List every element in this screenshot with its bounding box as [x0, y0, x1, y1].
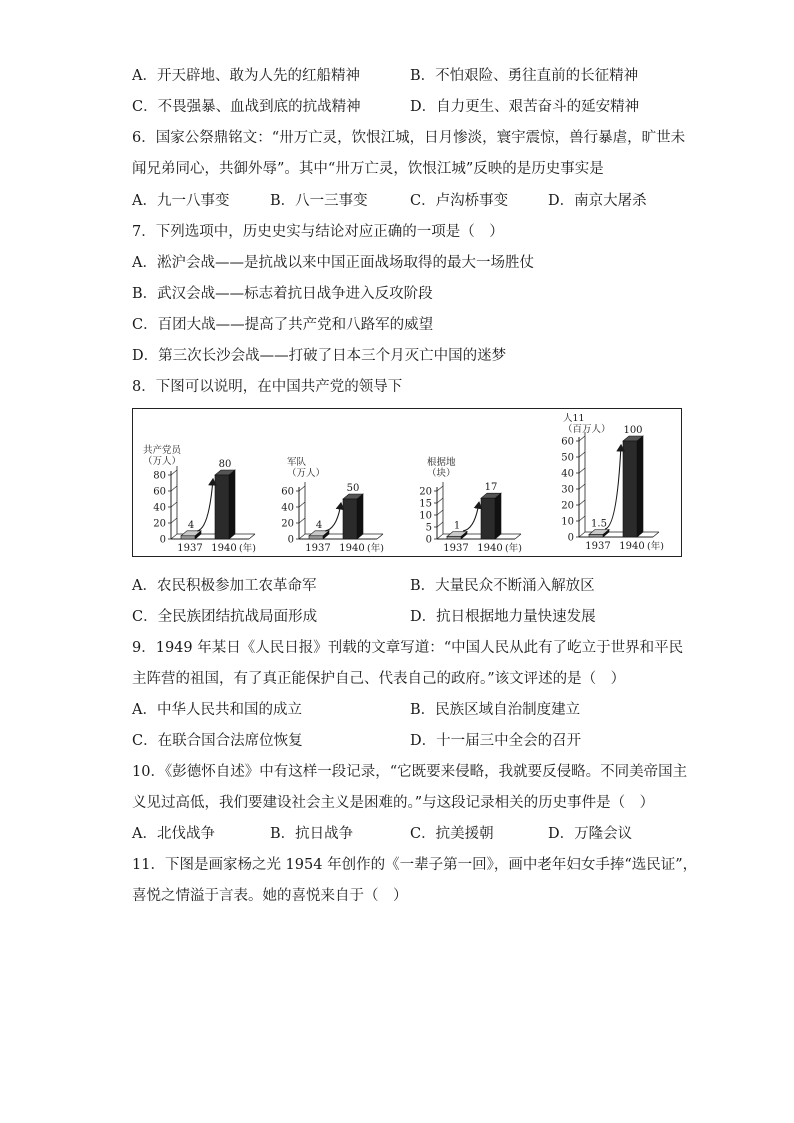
chart3-ytick-label: 0: [425, 534, 432, 546]
chart4-ylabel-line2: （百万人）: [563, 424, 611, 435]
q6-option-c: C．卢沟桥事变: [410, 193, 509, 209]
chart2-ytick-label: 60: [281, 486, 294, 498]
chart3-category-label-1937: 1937: [443, 543, 469, 554]
q7-stem: 7．下列选项中，历史史实与结论对应正确的一项是（ ）: [132, 224, 504, 240]
q10-option-a: A．北伐战争: [132, 826, 215, 842]
chart1-ylabel-line1: 共产党员: [143, 445, 182, 456]
chart2-ytick-depth: [299, 534, 305, 539]
q8-option-a: A．农民积极参加工农革命军: [132, 578, 317, 594]
chart2-ytick-label: 20: [281, 518, 294, 530]
q11-stem-line1: 11．下图是画家杨之光 1954 年创作的《一辈子第一回》，画中老年妇女手捧“选民证”，: [132, 857, 698, 873]
q9-option-d: D．十一届三中全会的召开: [410, 733, 582, 749]
q5-option-a: A．开天辟地、敢为人先的红船精神: [132, 68, 360, 84]
q8-option-d: D．抗日根据地力量快速发展: [410, 609, 596, 625]
chart3-ylabel-line2: （块）: [427, 468, 456, 479]
chart2-ytick-depth: [299, 486, 305, 491]
chart4-category-label-1937: 1937: [585, 541, 611, 552]
chart2-growth-arrow: [325, 503, 341, 531]
chart3-ytick-label: 10: [419, 510, 432, 522]
chart4-ylabel-line1: 人11: [563, 413, 585, 424]
chart4-ytick-depth: [579, 516, 585, 521]
chart2-category-label-1940: 1940: [339, 543, 365, 554]
chart3-ytick-label: 15: [419, 498, 432, 510]
chart4-ytick-label: 10: [561, 516, 574, 528]
q5-option-b: B．不怕艰险、勇往直前的长征精神: [410, 68, 639, 84]
chart3-value-label-1940: 17: [484, 482, 498, 494]
chart1-x-unit: (年): [239, 543, 256, 554]
chart1-bar-1937: [181, 536, 195, 539]
chart2-ytick-label: 40: [281, 502, 294, 514]
chart4-ytick-depth: [579, 452, 585, 457]
chart2-category-label-1937: 1937: [305, 543, 331, 554]
chart2-ytick-depth: [299, 502, 305, 507]
q7-option-a: A．淞沪会战——是抗战以来中国正面战场取得的最大一场胜仗: [132, 255, 534, 271]
chart1-bar-1940: [215, 475, 229, 539]
q8-option-c: C．全民族团结抗战局面形成: [132, 609, 318, 625]
q5-option-c: C．不畏强暴、血战到底的抗战精神: [132, 99, 361, 115]
chart1-ytick-depth: [171, 534, 177, 539]
chart4-ytick-label: 40: [561, 468, 574, 480]
chart4-ytick-label: 60: [561, 436, 574, 448]
q6-option-d: D．南京大屠杀: [548, 193, 647, 209]
chart2-x-unit: (年): [367, 543, 384, 554]
chart4-ytick-label: 30: [561, 484, 574, 496]
chart3-ytick-depth: [437, 486, 443, 491]
chart2-bar-1937: [309, 536, 323, 539]
chart4-ytick-label: 20: [561, 500, 574, 512]
chart3-ytick-depth: [437, 522, 443, 527]
chart4-bar-1940-side: [637, 436, 643, 537]
q10-stem-line1: 10．《彭德怀自述》中有这样一段记录，“它既要来侵略，我就要反侵略。不同美帝国主: [132, 764, 688, 780]
chart4-category-label-1940: 1940: [619, 541, 645, 552]
chart4-ytick-label: 50: [561, 452, 574, 464]
chart1-value-label-1940: 80: [218, 459, 232, 470]
q9-option-a: A．中华人民共和国的成立: [132, 702, 302, 718]
chart2-ytick-depth: [299, 518, 305, 523]
chart4-ytick-depth: [579, 484, 585, 489]
chart4-ytick-depth: [579, 500, 585, 505]
chart1-ytick-depth: [171, 486, 177, 491]
chart3-ytick-label: 5: [425, 522, 432, 534]
chart1-category-label-1937: 1937: [177, 543, 203, 554]
q11-stem-line2: 喜悦之情溢于言表。她的喜悦来自于（ ）: [132, 888, 408, 904]
chart2-bar-1940-side: [357, 494, 363, 539]
chart1-ytick-label: 60: [153, 486, 166, 498]
q7-option-d: D．第三次长沙会战——打破了日本三个月灭亡中国的迷梦: [132, 348, 507, 364]
chart2-bar-1940: [343, 499, 357, 539]
chart1-ytick-label: 20: [153, 518, 166, 530]
chart3-bar-1940: [481, 498, 495, 539]
chart3-ytick-label: 20: [419, 486, 432, 498]
chart3-ylabel-line1: 根据地: [427, 457, 456, 468]
chart1-ylabel-line2: （万人）: [143, 456, 182, 467]
chart1-floor-side: [249, 534, 255, 539]
chart2-floor-side: [377, 534, 383, 539]
chart2-ylabel-line1: 军队: [287, 457, 307, 468]
chart2-ytick-label: 0: [287, 534, 294, 546]
chart4-bar-1937: [589, 535, 603, 538]
q9-option-c: C．在联合国合法席位恢复: [132, 733, 303, 749]
chart2-value-label-1937: 4: [315, 519, 323, 531]
chart4-value-label-1940: 100: [623, 425, 643, 436]
q10-option-c: C．抗美援朝: [410, 826, 494, 842]
q8-chart-figure: [132, 408, 682, 557]
q10-option-b: B．抗日战争: [270, 826, 354, 842]
chart1-ytick-label: 80: [153, 470, 166, 482]
q6-option-a: A．九一八事变: [132, 193, 230, 209]
chart3-ytick-depth: [437, 498, 443, 503]
chart4-ytick-label: 0: [567, 532, 574, 544]
chart4-ytick-depth: [579, 468, 585, 473]
chart3-x-unit: (年): [505, 543, 522, 554]
chart2-value-label-1940: 50: [346, 483, 360, 494]
q6-stem-line2: 闻兄弟同心，共御外辱”。其中“卅万亡灵，饮恨江城”反映的是历史事实是: [132, 161, 604, 177]
q5-option-d: D．自力更生、艰苦奋斗的延安精神: [410, 99, 640, 115]
q9-stem-line2: 主阵营的祖国，有了真正能保护自己、代表自己的政府。”该文评述的是（ ）: [132, 671, 626, 687]
q7-option-b: B．武汉会战——标志着抗日战争进入反攻阶段: [132, 286, 433, 302]
q6-stem-line1: 6．国家公祭鼎铭文：“卅万亡灵，饮恨江城，日月惨淡，寰宇震惊，兽行暴虐，旷世未: [132, 130, 686, 146]
q9-option-b: B．民族区域自治制度建立: [410, 702, 581, 718]
chart4-floor-side: [653, 532, 659, 537]
chart1-category-label-1940: 1940: [211, 543, 237, 554]
q8-stem: 8．下图可以说明，在中国共产党的领导下: [132, 379, 403, 395]
chart1-bar-1940-side: [229, 470, 235, 539]
chart4-bar-1940: [623, 441, 637, 537]
chart1-ytick-depth: [171, 470, 177, 475]
chart1-ytick-depth: [171, 502, 177, 507]
chart1-value-label-1937: 4: [187, 519, 195, 531]
q8-option-b: B．大量民众不断涌入解放区: [410, 578, 595, 594]
chart4-growth-arrow: [605, 445, 621, 529]
chart2-ylabel-line2: （万人）: [287, 468, 326, 479]
chart4-ytick-depth: [579, 436, 585, 441]
chart1-growth-arrow: [197, 479, 213, 531]
chart3-value-label-1937: 1: [453, 520, 461, 532]
chart1-ytick-label: 40: [153, 502, 166, 514]
q10-stem-line2: 义见过高低，我们要建设社会主义是困难的。”与这段记录相关的历史事件是（ ）: [132, 795, 655, 811]
chart3-category-label-1940: 1940: [477, 543, 503, 554]
chart3-bar-1937: [447, 537, 461, 540]
chart3-floor-side: [515, 534, 521, 539]
bar-charts: [133, 409, 683, 558]
q10-option-d: D．万隆会议: [548, 826, 633, 842]
chart4-ytick-depth: [579, 532, 585, 537]
q7-option-c: C．百团大战——提高了共产党和八路军的威望: [132, 317, 434, 333]
q6-option-b: B．八一三事变: [270, 193, 368, 209]
chart1-ytick-depth: [171, 518, 177, 523]
chart3-ytick-depth: [437, 534, 443, 539]
chart4-x-unit: (年): [647, 541, 664, 552]
chart4-value-label-1937: 1.5: [591, 518, 607, 530]
chart3-bar-1940-side: [495, 493, 501, 539]
chart1-ytick-label: 0: [159, 534, 166, 546]
q9-stem-line1: 9．1949 年某日《人民日报》刊载的文章写道：“中国人民从此有了屹立于世界和平民: [132, 640, 684, 656]
chart3-ytick-depth: [437, 510, 443, 515]
chart3-growth-arrow: [463, 502, 479, 531]
